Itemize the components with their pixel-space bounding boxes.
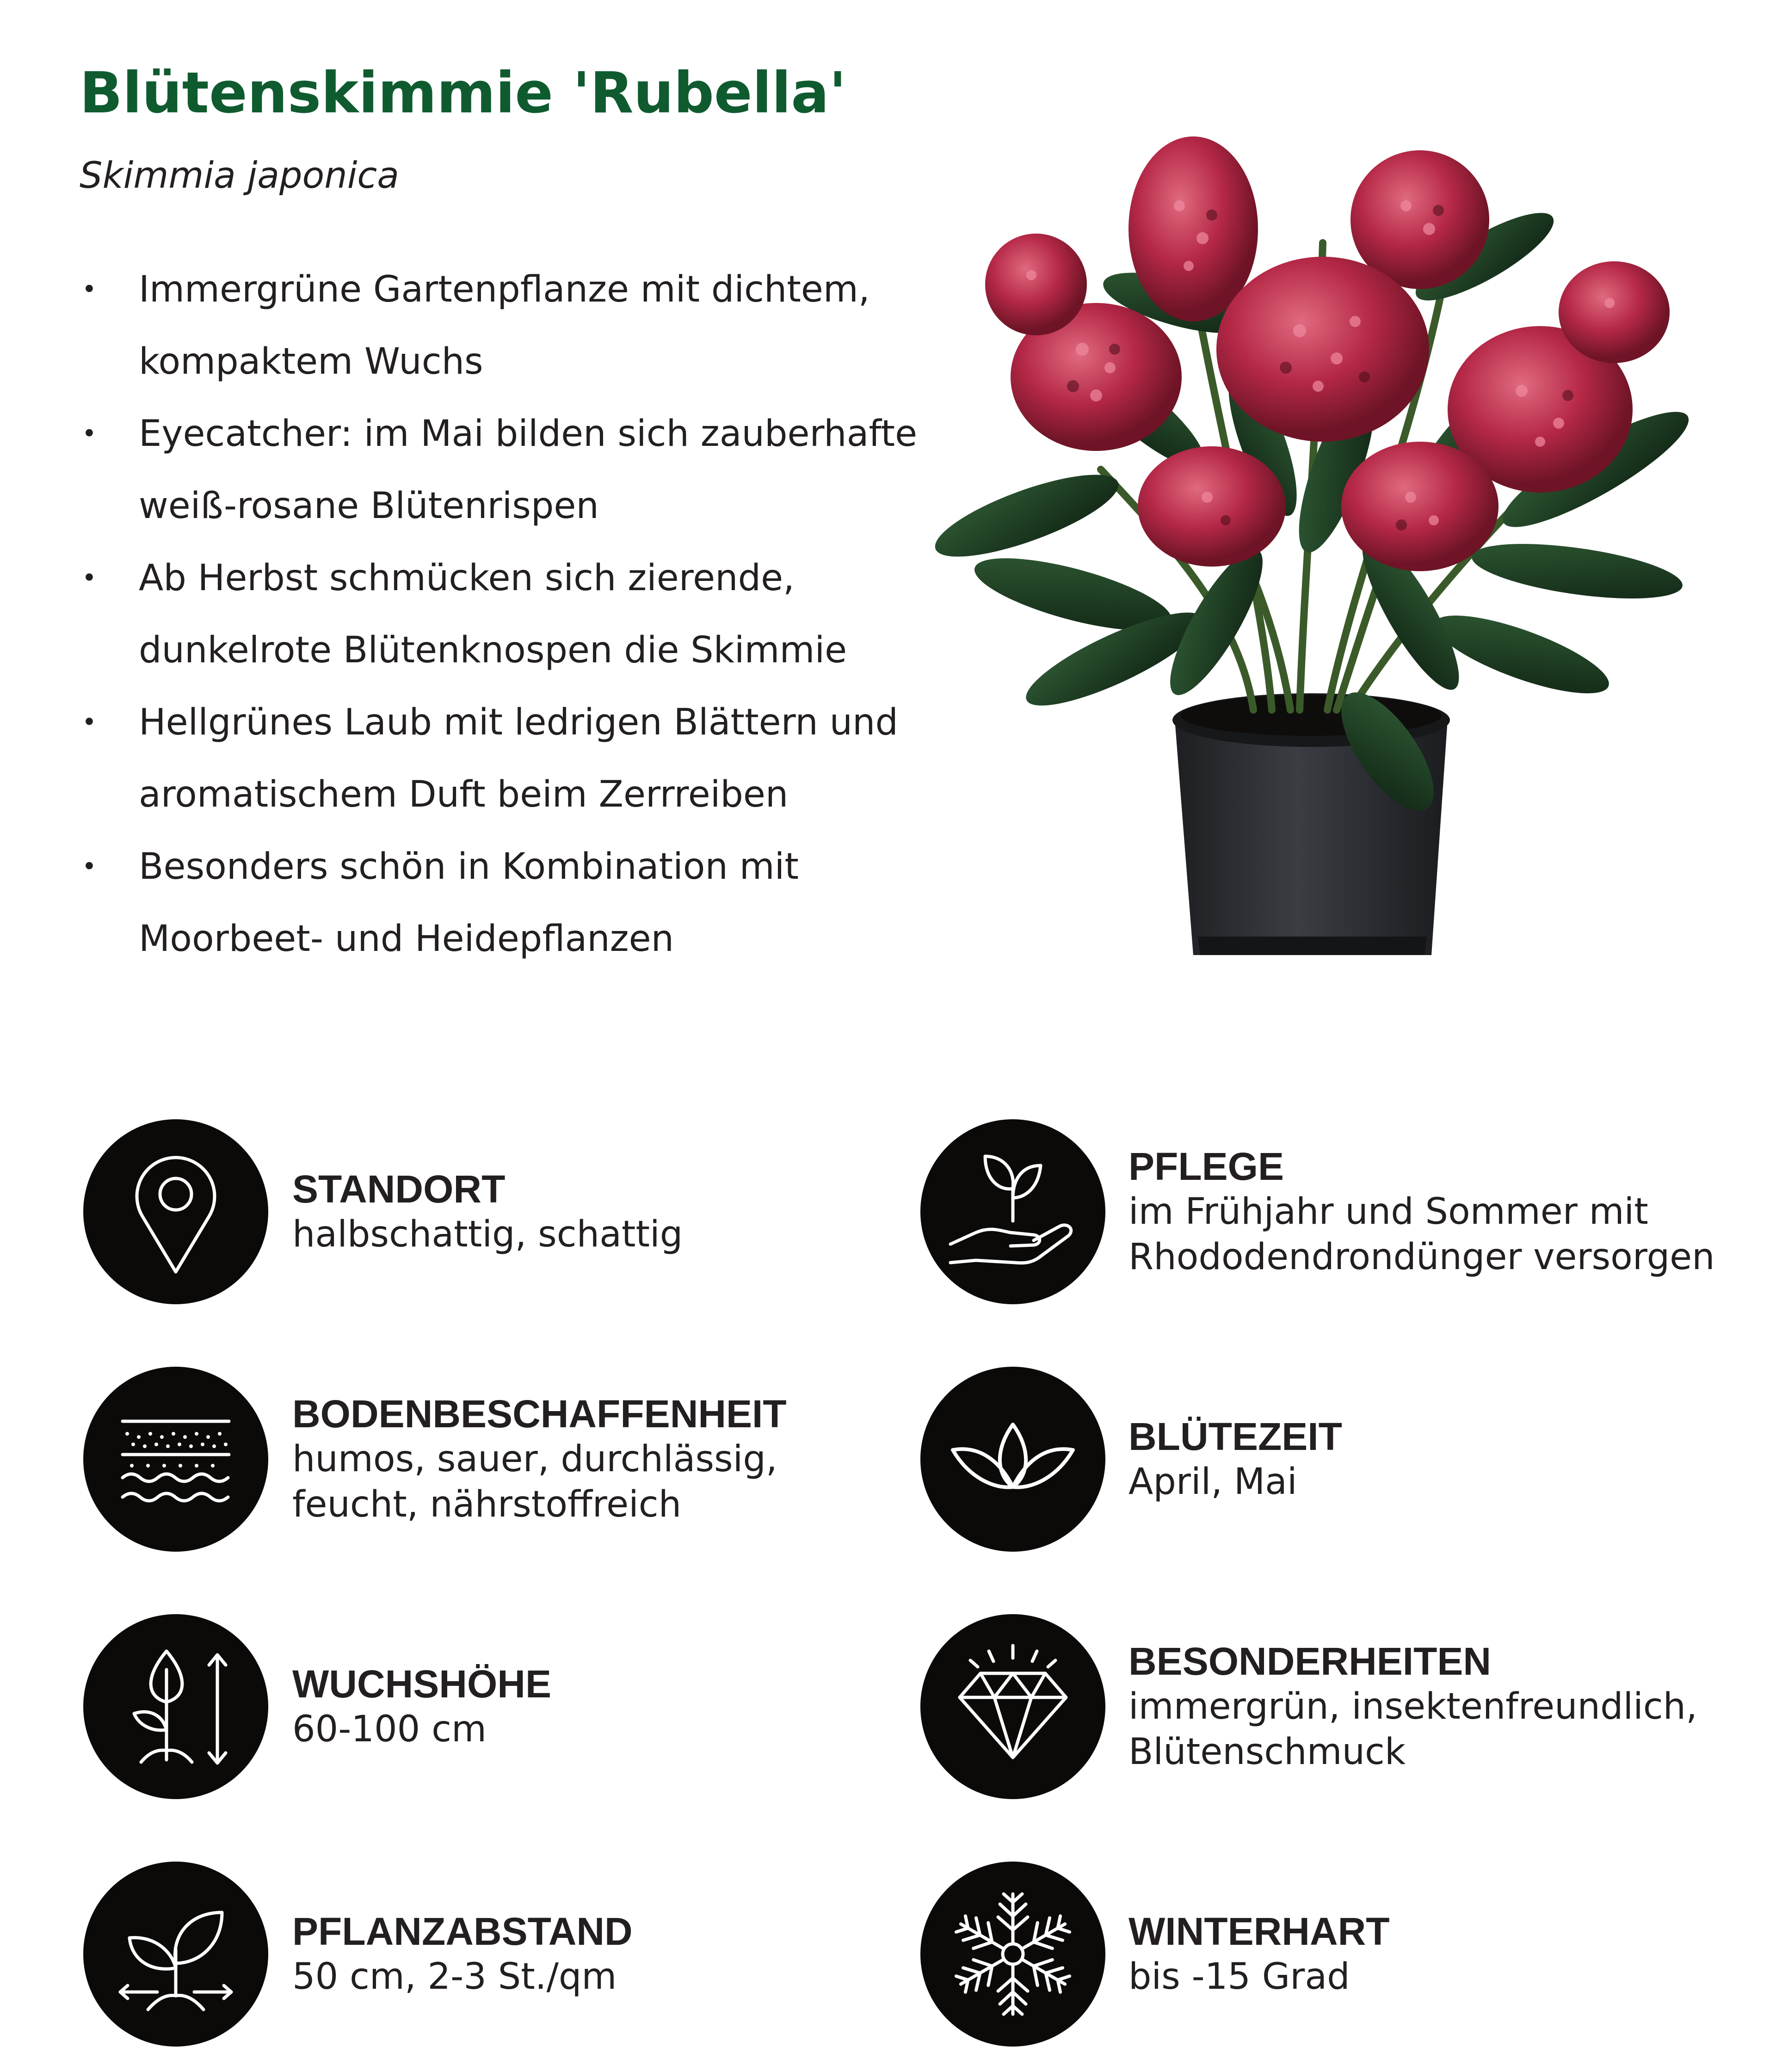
- feature-pflanzabstand: [83, 1862, 846, 2047]
- feature-value: 60-100 cm: [292, 1708, 487, 1750]
- feature-icon-circle: [83, 1862, 268, 2047]
- feature-icon-circle: [920, 1119, 1105, 1304]
- feature-icon-circle: [83, 1119, 268, 1304]
- bullet-line: Hellgrünes Laub mit ledrigen Blättern und: [139, 702, 898, 743]
- snowflake-icon: [920, 1862, 1105, 2047]
- diamond-icon: [920, 1614, 1105, 1799]
- lotus-flower-icon: [920, 1367, 1105, 1552]
- feature-wuchshoehe: [83, 1614, 846, 1799]
- bullet-line: Eyecatcher: im Mai bilden sich zauberhafte: [139, 413, 918, 455]
- plant-spacing-icon: [83, 1862, 268, 2047]
- feature-icon-circle: [920, 1862, 1105, 2047]
- feature-label: BLÜTEZEIT: [1128, 1415, 1342, 1458]
- feature-label: BESONDERHEITEN: [1128, 1640, 1492, 1683]
- bullet-line: kompaktem Wuchs: [139, 341, 483, 382]
- bullet-item: [80, 831, 935, 975]
- product-image-skimmia-plant: [920, 90, 1744, 964]
- feature-value: im Frühjahr und Sommer mit: [1128, 1191, 1648, 1233]
- product-title: Blütenskimmie 'Rubella': [80, 60, 846, 126]
- hand-seedling-icon: [920, 1119, 1105, 1304]
- bullet-item: [80, 398, 935, 542]
- bullet-dot: •: [82, 852, 97, 881]
- feature-value: Rhododendrondünger versorgen: [1128, 1236, 1715, 1278]
- bullet-item: [80, 686, 935, 831]
- feature-label: BODENBESCHAFFENHEIT: [292, 1392, 787, 1436]
- feature-label: PFLEGE: [1128, 1145, 1284, 1188]
- feature-value: bis -15 Grad: [1128, 1956, 1350, 1998]
- feature-bodenbeschaffenheit: [83, 1367, 846, 1552]
- feature-icon-circle: [83, 1367, 268, 1552]
- soil-layers-icon: [83, 1367, 268, 1552]
- bullet-line: Ab Herbst schmücken sich zierende,: [139, 557, 795, 599]
- feature-label: STANDORT: [292, 1167, 506, 1211]
- feature-standort: [83, 1119, 846, 1304]
- map-pin-icon: [83, 1119, 268, 1304]
- bullet-line: aromatischem Duft beim Zerrreiben: [139, 774, 789, 815]
- feature-label: PFLANZABSTAND: [292, 1910, 633, 1953]
- feature-value: halbschattig, schattig: [292, 1214, 683, 1255]
- feature-pflege: [920, 1119, 1753, 1304]
- feature-value: humos, sauer, durchlässig,: [292, 1438, 777, 1480]
- feature-winterhart: [920, 1862, 1753, 2047]
- bullet-dot: •: [82, 419, 97, 448]
- plant-height-icon: [83, 1614, 268, 1799]
- feature-icon-circle: [920, 1614, 1105, 1799]
- bullet-item: [80, 542, 935, 686]
- feature-value: Blütenschmuck: [1128, 1731, 1406, 1773]
- feature-besonderheiten: [920, 1614, 1753, 1799]
- bullet-item: [80, 253, 935, 398]
- feature-icon-circle: [920, 1367, 1105, 1552]
- bullet-dot: •: [82, 275, 97, 304]
- bullet-line: Besonders schön in Kombination mit: [139, 846, 799, 888]
- bullet-line: weiß-rosane Blütenrispen: [139, 485, 599, 527]
- feature-bullet-list: [80, 253, 935, 975]
- bullet-line: Moorbeet- und Heidepflanzen: [139, 918, 674, 960]
- feature-bluetezeit: [920, 1367, 1753, 1552]
- feature-icon-circle: [83, 1614, 268, 1799]
- feature-value: immergrün, insektenfreundlich,: [1128, 1686, 1697, 1727]
- bullet-line: dunkelrote Blütenknospen die Skimmie: [139, 629, 847, 671]
- feature-label: WUCHSHÖHE: [292, 1662, 551, 1706]
- bullet-dot: •: [82, 708, 97, 737]
- botanical-name: Skimmia japonica: [80, 155, 400, 197]
- bullet-line: Immergrüne Gartenpflanze mit dichtem,: [139, 269, 870, 310]
- feature-value: April, Mai: [1128, 1461, 1297, 1503]
- feature-label: WINTERHART: [1128, 1910, 1390, 1953]
- feature-value: feucht, nährstoffreich: [292, 1484, 682, 1525]
- bullet-dot: •: [82, 563, 97, 592]
- feature-value: 50 cm, 2-3 St./qm: [292, 1956, 617, 1998]
